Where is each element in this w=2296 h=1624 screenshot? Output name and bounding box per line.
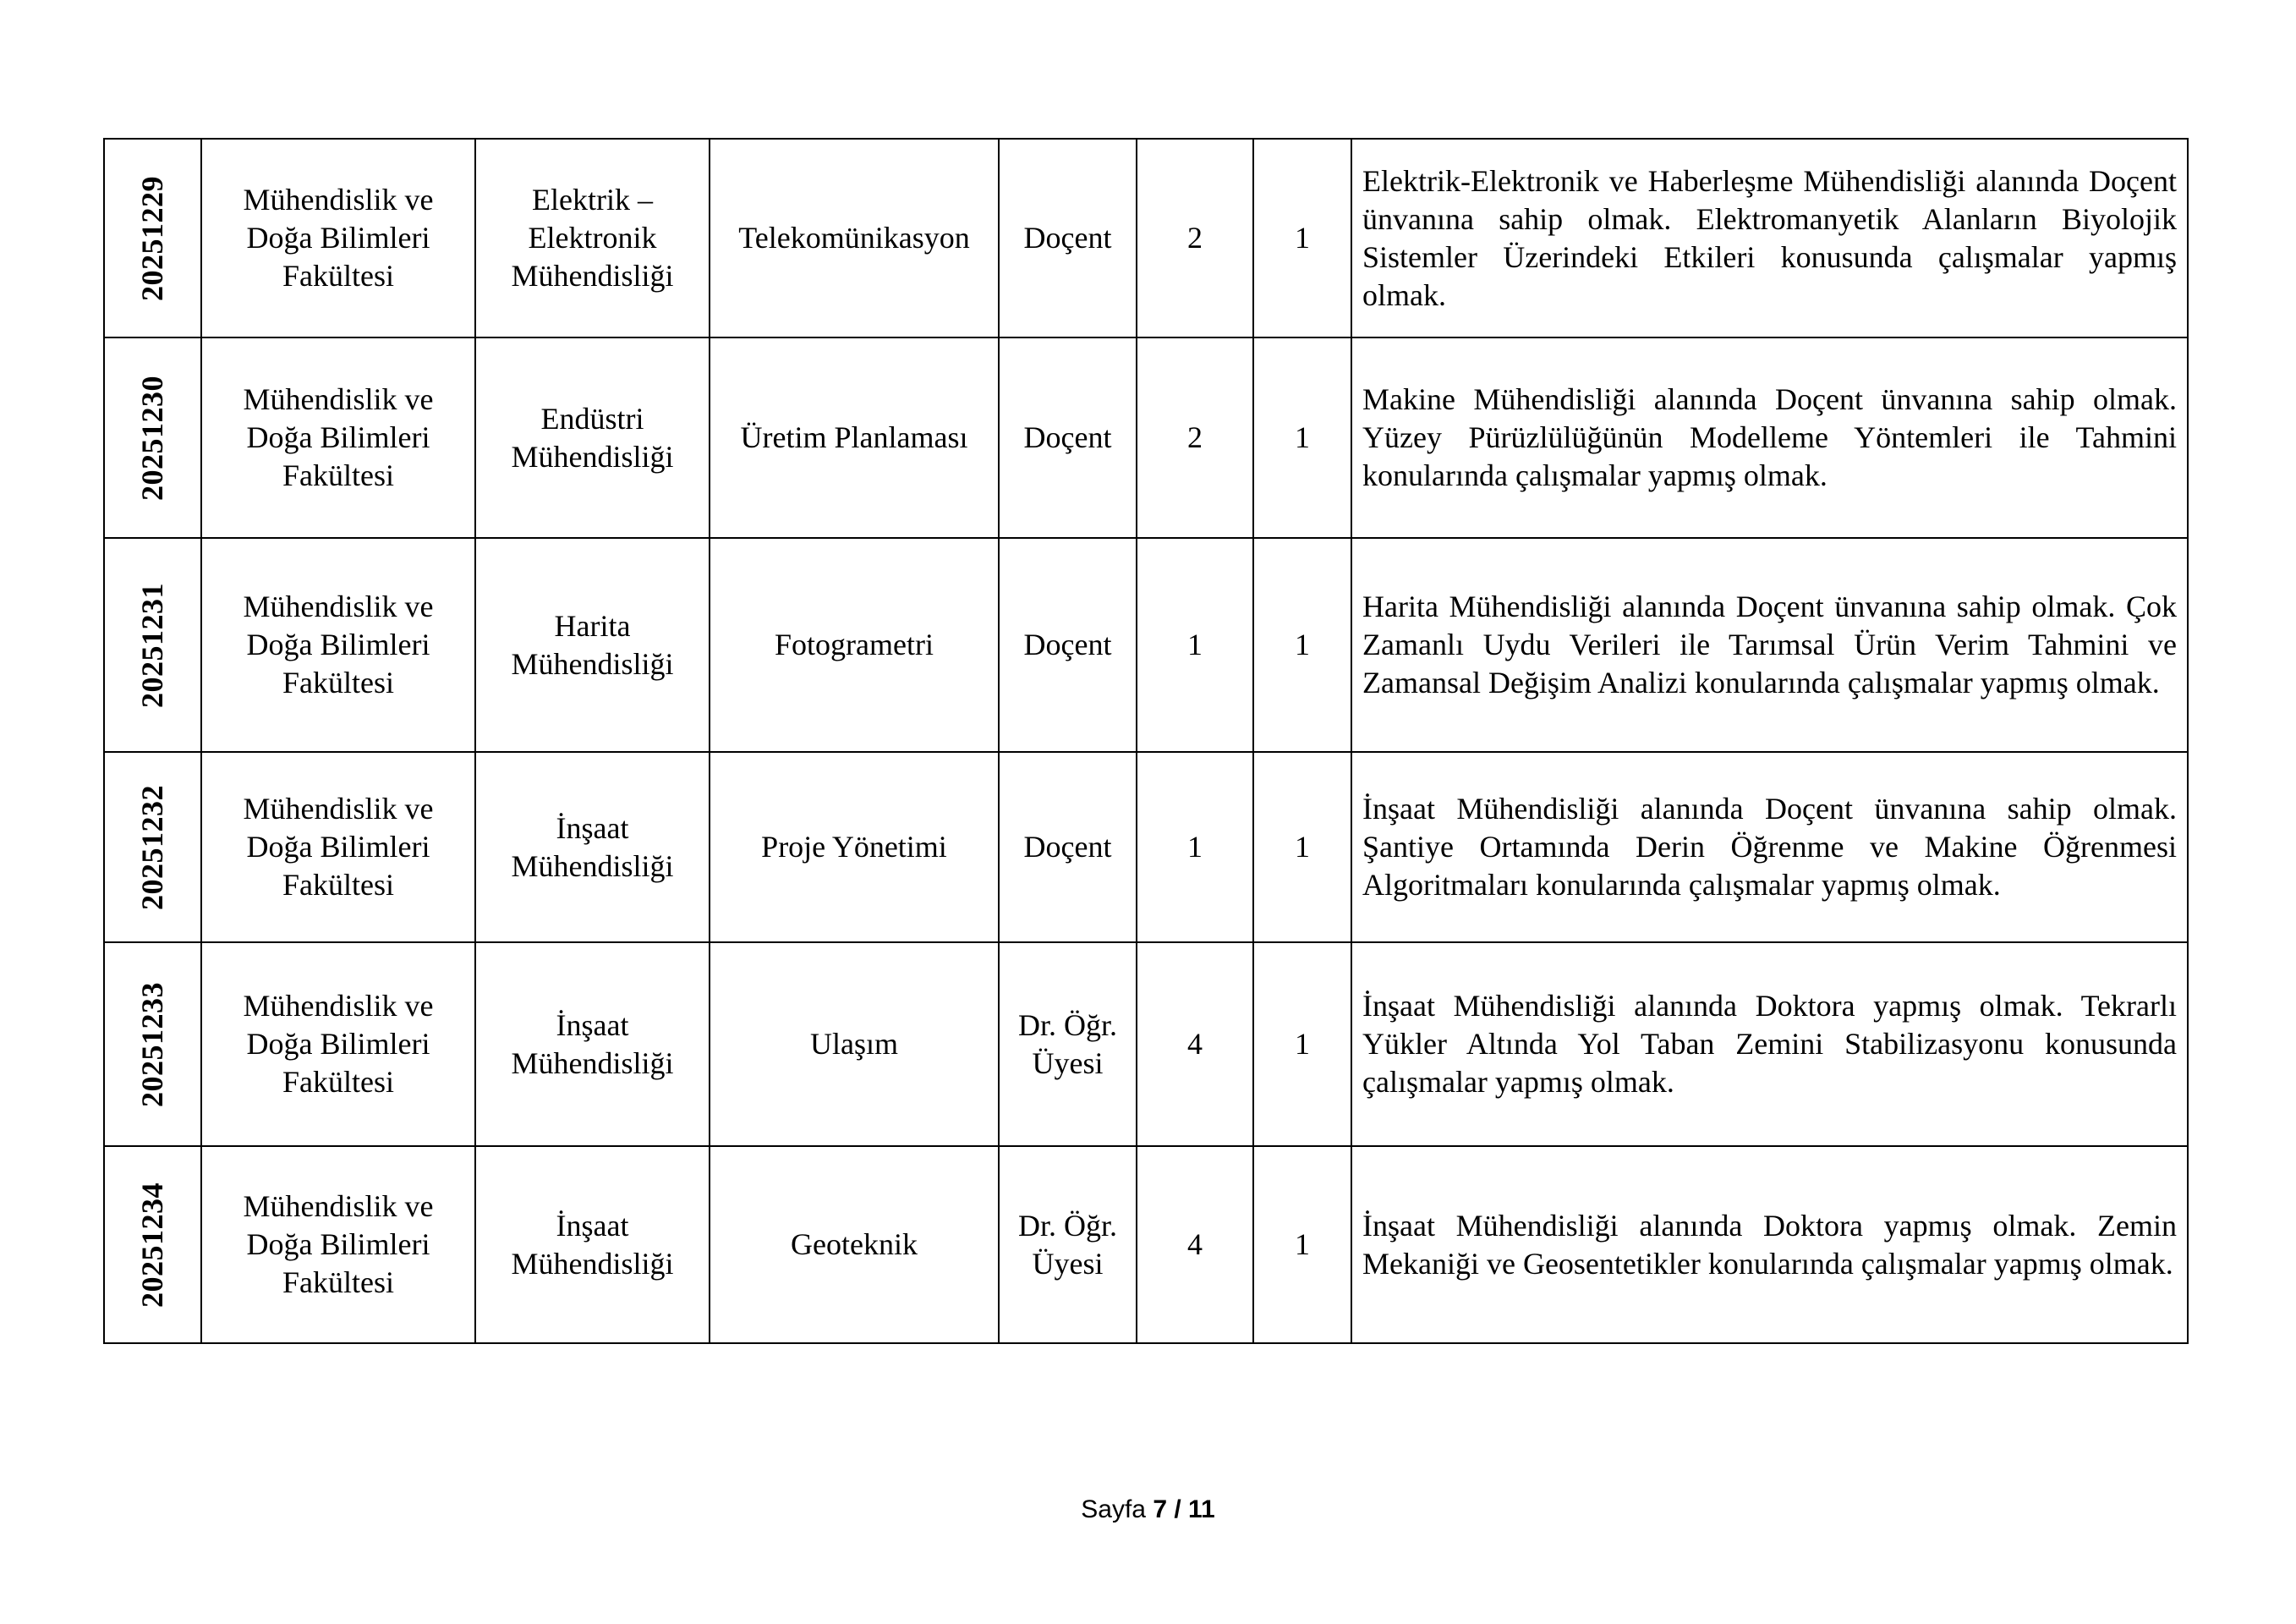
degree-cell: 4 [1137, 942, 1253, 1146]
requirement-cell: Harita Mühendisliği alanında Doçent ünvanına sahip olmak. Çok Zamanlı Uydu Verileri ile Tarımsal Ürün Verim Tahmini ve Zamansal Değişim Analizi konularında çalışmalar yapmış olmak. [1351, 538, 2188, 752]
faculty-cell: Mühendislik ve Doğa Bilimleri Fakültesi [201, 139, 475, 337]
title-cell: Doçent [999, 139, 1137, 337]
position-code: 20251234 [135, 1182, 169, 1308]
table-row [104, 1146, 2188, 1343]
department-cell: Endüstri Mühendisliği [475, 337, 710, 538]
requirement-cell: İnşaat Mühendisliği alanında Doçent ünvanına sahip olmak. Şantiye Ortamında Derin Öğrenme ve Makine Öğrenmesi Algoritmaları konularında çalışmalar yapmış olmak. [1351, 752, 2188, 942]
field-cell: Üretim Planlaması [710, 337, 999, 538]
table-row [104, 538, 2188, 752]
count-cell: 1 [1253, 752, 1351, 942]
position-code-cell [104, 942, 201, 1146]
position-code: 20251231 [135, 582, 169, 708]
page-total: 11 [1188, 1495, 1215, 1523]
department-cell: İnşaat Mühendisliği [475, 752, 710, 942]
department-cell: Harita Mühendisliği [475, 538, 710, 752]
field-cell: Fotogrametri [710, 538, 999, 752]
department-cell: Elektrik – Elektronik Mühendisliği [475, 139, 710, 337]
position-code: 20251230 [135, 375, 169, 501]
position-code: 20251232 [135, 784, 169, 910]
requirement-cell: İnşaat Mühendisliği alanında Doktora yapmış olmak. Tekrarlı Yükler Altında Yol Taban Zemini Stabilizasyonu konusunda çalışmalar yapmış olmak. [1351, 942, 2188, 1146]
degree-cell: 1 [1137, 752, 1253, 942]
count-cell: 1 [1253, 538, 1351, 752]
faculty-cell: Mühendislik ve Doğa Bilimleri Fakültesi [201, 538, 475, 752]
page-separator: / [1174, 1495, 1181, 1523]
degree-cell: 2 [1137, 337, 1253, 538]
position-code-cell [104, 538, 201, 752]
title-cell: Doçent [999, 752, 1137, 942]
table-row [104, 139, 2188, 337]
faculty-cell: Mühendislik ve Doğa Bilimleri Fakültesi [201, 752, 475, 942]
position-code-cell [104, 752, 201, 942]
page-current: 7 [1153, 1495, 1167, 1523]
requirement-cell: İnşaat Mühendisliği alanında Doktora yapmış olmak. Zemin Mekaniği ve Geosentetikler konularında çalışmalar yapmış olmak. [1351, 1146, 2188, 1343]
degree-cell: 4 [1137, 1146, 1253, 1343]
title-cell: Dr. Öğr. Üyesi [999, 942, 1137, 1146]
table-row [104, 942, 2188, 1146]
position-code: 20251229 [135, 175, 169, 301]
requirement-cell: Makine Mühendisliği alanında Doçent ünvanına sahip olmak. Yüzey Pürüzlülüğünün Modelleme Yöntemleri ile Tahmini konularında çalışmalar yapmış olmak. [1351, 337, 2188, 538]
position-code-cell [104, 1146, 201, 1343]
title-cell: Dr. Öğr. Üyesi [999, 1146, 1137, 1343]
field-cell: Proje Yönetimi [710, 752, 999, 942]
requirement-cell: Elektrik-Elektronik ve Haberleşme Mühendisliği alanında Doçent ünvanına sahip olmak. Elektromanyetik Alanların Biyolojik Sistemler Üzerindeki Etkileri konusunda çalışmalar yapmış olmak. [1351, 139, 2188, 337]
count-cell: 1 [1253, 1146, 1351, 1343]
field-cell: Ulaşım [710, 942, 999, 1146]
count-cell: 1 [1253, 139, 1351, 337]
department-cell: İnşaat Mühendisliği [475, 942, 710, 1146]
faculty-cell: Mühendislik ve Doğa Bilimleri Fakültesi [201, 337, 475, 538]
position-code-cell [104, 139, 201, 337]
count-cell: 1 [1253, 942, 1351, 1146]
page-footer [0, 1495, 2296, 1524]
faculty-cell: Mühendislik ve Doğa Bilimleri Fakültesi [201, 942, 475, 1146]
position-code: 20251233 [135, 981, 169, 1107]
page-label: Sayfa [1081, 1495, 1146, 1523]
degree-cell: 2 [1137, 139, 1253, 337]
table-row [104, 337, 2188, 538]
position-code-cell [104, 337, 201, 538]
count-cell: 1 [1253, 337, 1351, 538]
title-cell: Doçent [999, 538, 1137, 752]
faculty-cell: Mühendislik ve Doğa Bilimleri Fakültesi [201, 1146, 475, 1343]
table-row [104, 752, 2188, 942]
position-table [103, 138, 2189, 1344]
field-cell: Geoteknik [710, 1146, 999, 1343]
field-cell: Telekomünikasyon [710, 139, 999, 337]
degree-cell: 1 [1137, 538, 1253, 752]
department-cell: İnşaat Mühendisliği [475, 1146, 710, 1343]
title-cell: Doçent [999, 337, 1137, 538]
